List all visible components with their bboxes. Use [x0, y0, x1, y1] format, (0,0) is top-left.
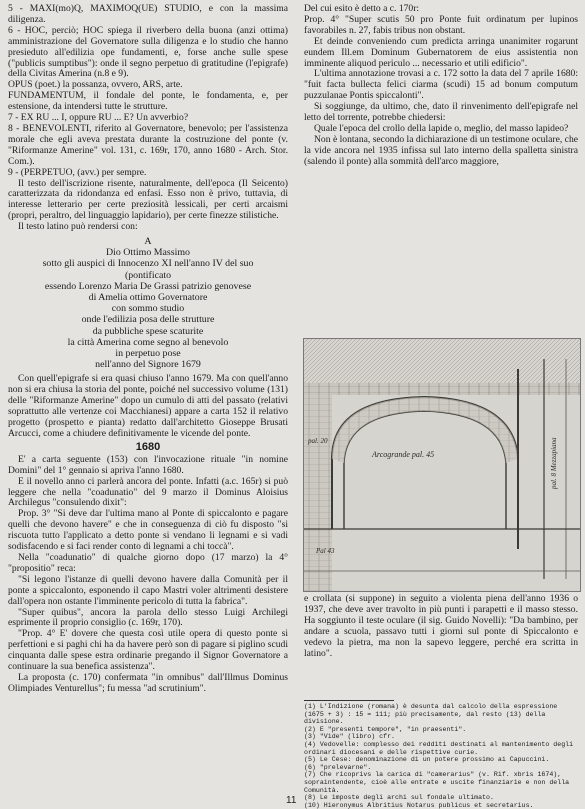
footnote: (7) Che ricoprivs la carica di "camerarius" (v. Rif. xbris 1674), sopraintendente, cioè alle entrate e uscite finanziarie e non della Comunità. — [304, 771, 570, 794]
paragraph: E il novello anno ci parlerà ancora del ponte. Infatti (a.c. 165r) si può leggere che nella "coadunatio" del 9 marzo il Dominus Aloisius Archilegus "consulendo dixit": — [8, 475, 288, 509]
paragraph: E' a carta seguente (153) con l'invocazione rituale "in nomine Domini" del 1° gennaio si apriva l'anno 1680. — [8, 453, 288, 476]
drawing-annotation-vertical: pal. 8 Mezzapiana — [550, 437, 558, 489]
left-column — [8, 4, 288, 695]
paragraph: 7 - EX RU ... I, oppure RU ... E? Un avverbio? — [8, 112, 189, 124]
paragraph: e crollata (si suppone) in seguito a violenta piena dell'anno 1936 o 1937, che deve aver travolto in più punti i parapetti e il masso stesso. Ha soggiunto il teste oculare (il sig. Guido Novelli): "Da bambino, per andare a scuola, passavo tutti i giorni sul ponte di Spiccalonto e vedevo la pietra, ma non la sapevo leggere, perché era scritta in latino". — [304, 593, 578, 659]
inscription-line: sotto gli auspici di Innocenzo XI nell'anno IV del suo — [42, 258, 254, 270]
paragraph: FUNDAMENTUM, il fondale del ponte, le fondamenta, e, per estensione, da intendersi tutte le strutture. — [8, 90, 288, 113]
paragraph: Il testo dell'iscrizione risente, naturalmente, dell'epoca (Il Seicento) caratterizzata da ridondanza ed enfasi. Esso non è privo, tuttavia, di interesse letterario per certe preziosità lessicali, per certi arcaismi (propri, peraltro, del linguaggio lapidario), per certe finezze stilistiche. — [8, 177, 288, 222]
footnote: (6) "prelevarne". — [304, 763, 372, 771]
paragraph: OPUS (poet.) la possanza, ovvero, ARS, arte. — [8, 79, 183, 91]
paragraph: "Si legono l'istanze di quelli devono havere dalla Comunità per il ponte a spiccalonto, esponendo il capo Mastri voler altrimenti desistere dall'opera non ostante l'imminente pericolo di tutta la fabrica". — [8, 573, 288, 607]
paragraph: 6 - HOC, perciò; HOC spiega il riverbero della buona (anzi ottima) amministrazione del Governatore sulla diligenza e lo studio che hanno presieduto all'edilizia ope fundamenti, e, forse anche sulle spese ("publicis sumptibus"): onde il segno perpetuo di gratitudine (l'epigrafe) della Civitas Amerina (n.8 e 9). — [8, 24, 288, 80]
inscription-line: in perpetuo pose — [115, 348, 181, 360]
paragraph: "Super quibus", ancora la parola dello stesso Luigi Archilegi esprimente il proprio consiglio (c. 169r, 170). — [8, 606, 288, 629]
inscription-line: A — [144, 236, 152, 248]
footnote: (4) Vedovelle: complesso dei redditi destinati al mantenimento degli ordinari diocesani e delle rispettive curie. — [304, 740, 574, 756]
drawing-annotation-left: pal. 20 — [308, 437, 328, 445]
paragraph: Prop. 4° "Super scutis 50 pro Ponte fuit ordinatum per lupinos favorabiles n. 27, fabis tribus non obstant. — [304, 13, 578, 36]
inscription-line: essendo Lorenzo Maria De Grassi patrizio genovese — [44, 280, 252, 292]
footnote: (3) "Vide" (libro) cfr. — [304, 733, 396, 741]
left-text-block-2 — [8, 374, 288, 439]
inscription-line: (pontificato — [124, 269, 172, 281]
paragraph: Si soggiunge, da ultimo, che, dato il rinvenimento dell'epigrafe nel letto del torrente, potrebbe chiedersi: — [304, 101, 578, 124]
footnote: (2) E "presenti tempore", "in praesenti". — [304, 725, 467, 733]
paragraph: 5 - MAXI(mo)Q, MAXIMOQ(UE) STUDIO, e con la massima diligenza. — [8, 3, 288, 25]
footnotes — [304, 703, 578, 809]
inscription-line: da pubbliche spese scaturite — [92, 325, 204, 337]
paragraph: La proposta (c. 170) confermata "in omnibus" dall'Illmus Dominus Olimpiades Venturellus"; fu messa "ad scrutinium". — [8, 671, 288, 694]
drawing-annotation-arch: Arcogrande pal. 45 — [372, 450, 435, 459]
inscription-line: nell'anno del Signore 1679 — [95, 359, 201, 371]
paragraph: "Prop. 4° E' dovere che questa così utile opera di questo ponte si perfettioni e si paghi chi ha da havere però son di pagare si piglino scudi cinquanta dalle spese estra ordinarie pregando il Signor Governatore a continuare la sua benefica assistenza". — [8, 628, 288, 673]
paragraph: 8 - BENEVOLENTI, riferito al Governatore, benevolo; per l'assistenza morale che egli aveva prestata durante la costruzione del ponte (v. "Riformanze Amerine" vol. 131, c. 169r, 170, anno 1680 - Arch. Stor. Com.). — [8, 122, 288, 167]
inscription-line: la città Amerina come segno al benevolo — [67, 336, 229, 348]
inscription-translation — [8, 236, 288, 370]
footnote: (8) Le imposte degli archi sul fondale ultimato. — [304, 794, 494, 802]
right-text-block — [304, 4, 578, 168]
left-text-block-3 — [8, 455, 288, 695]
page-number: 11 — [286, 795, 297, 806]
footnote: (10) Hieronymus Albritius Notarus publicus et secretarius. — [304, 801, 534, 809]
inscription-line: Dio Ottimo Massimo — [106, 247, 190, 259]
inscription-line: con sommo studio — [111, 303, 185, 315]
paragraph: 9 - (PERPETUO, (avv.) per sempre. — [8, 166, 147, 178]
inscription-line: onde l'edilizia posa delle strutture — [81, 314, 215, 326]
footnote-divider — [304, 700, 394, 701]
right-column — [304, 4, 578, 168]
left-text-block — [8, 4, 288, 233]
right-text-block-2 — [304, 594, 578, 659]
paragraph: Quale l'epoca del crollo della lapide o, meglio, del masso lapideo? — [314, 122, 569, 134]
paragraph: L'ultima annotazione trovasi a c. 172 sotto la data del 7 aprile 1680: "fuit facta bullecta felici ciarma (scudi) 15 ad bonum computum puzzulanae Pontis spiccalonti". — [304, 68, 578, 102]
paragraph: Prop. 3° "Si deve dar l'ultima mano al Ponte di spiccalonto e pagare quelli che devono havere" e che in conseguenza di ciò fu disposto "si riscuota tutto l'applicato a detto ponte si vendano li legnami e si vadi sodisfacendo e si faci render conto di legnami a chi toccà". — [8, 508, 288, 553]
paragraph: Con quell'epigrafe si era quasi chiuso l'anno 1679. Ma con quell'anno non si era chiusa la storia del ponte, poiché nel successivo volume (131) delle "Riformanze Amerine" dopo un cumulo di atti del passato (relativi soprattutto alle vertenze coi Macchianesi) appare a carta 152 il relativo progetto (prospetto e pianta) redatto dall'architetto Gioseppe Brusati Arcucci, come a chiudere definitivamente le vicende del ponte. — [8, 373, 288, 439]
drawing-annotation-bottom: Pal 43 — [316, 547, 335, 555]
year-heading: 1680 — [135, 440, 161, 453]
footnote: (5) Le Cese: denominazione di un potere prossimo ai Capuccini. — [304, 756, 550, 764]
paragraph: Il testo latino può rendersi con: — [18, 221, 138, 233]
bridge-drawing-image — [303, 338, 581, 592]
paragraph: Non è lontana, secondo la dichiarazione di un testimone oculare, che la vide ancora nel 1935 infissa sul lato interno della spalletta sinistra (salendo il ponte) alla sommità dell'arco maggiore, — [304, 133, 578, 167]
paragraph: Et deinde conveniendo cum predicta arringa unanimiter rogarunt eundem Ill.em Dominum Gubernatorem de eius assistentia non imminente aliquod periculo ... necessario et utili edificio". — [304, 35, 578, 69]
footnote: (1) L'Indizione (romana) è desunta dal calcolo della espressione (1675 + 3) : 15 = 111; più precisamente, dal resto (13) della divisione. — [304, 703, 558, 726]
paragraph: Nella "coadunatio" di qualche giorno dopo (17 marzo) la 4° "propositio" reca: — [8, 551, 288, 574]
paragraph: Del cui esito è detto a c. 170r: — [304, 3, 420, 14]
inscription-line: di Amelia ottimo Governatore — [88, 292, 208, 304]
